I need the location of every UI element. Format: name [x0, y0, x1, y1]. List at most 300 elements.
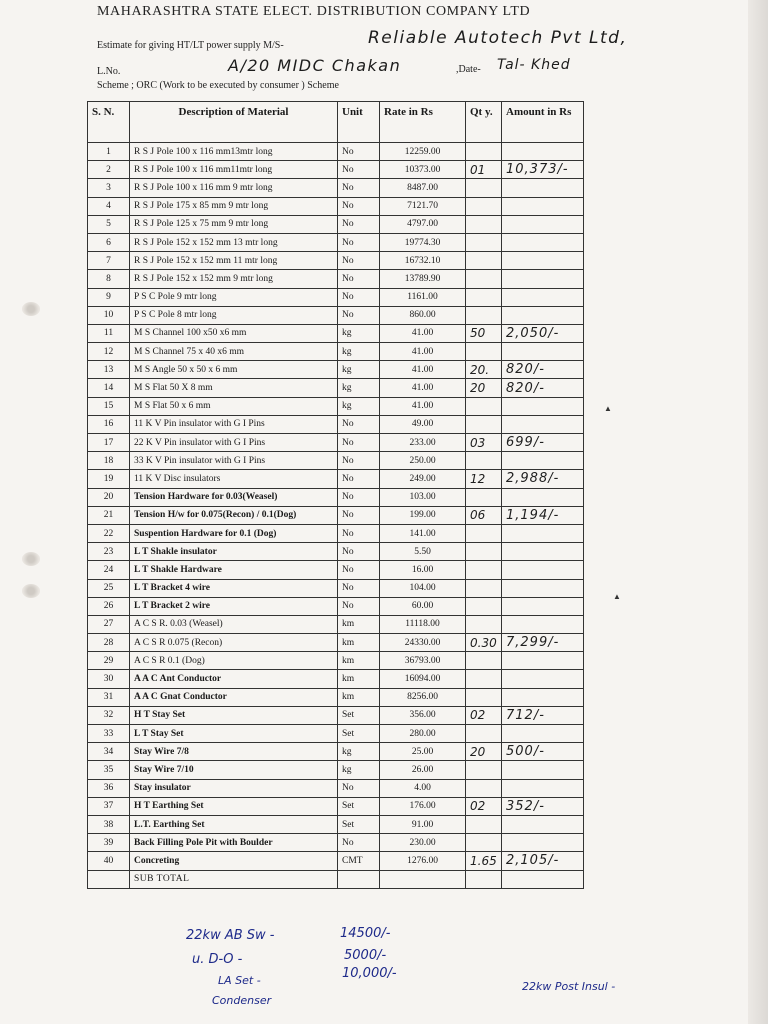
row-qty — [466, 179, 502, 197]
row-rate: 26.00 — [380, 761, 466, 779]
row-qty: 0.30 — [466, 634, 502, 652]
row-unit: No — [338, 415, 380, 433]
note-line4-left: Condenser — [212, 994, 272, 1007]
row-amount: 7,299/- — [502, 634, 584, 652]
row-qty — [466, 524, 502, 542]
row-qty — [466, 233, 502, 251]
row-rate: 8256.00 — [380, 688, 466, 706]
row-sn: 1 — [88, 143, 130, 161]
row-unit: Set — [338, 815, 380, 833]
row-description: A C S R. 0.03 (Weasel) — [130, 615, 338, 633]
row-sn: 31 — [88, 688, 130, 706]
row-description: A C S R 0.075 (Recon) — [130, 634, 338, 652]
table-row — [88, 725, 584, 743]
row-amount — [502, 343, 584, 361]
row-description: L T Stay Set — [130, 725, 338, 743]
row-unit: No — [338, 306, 380, 324]
row-rate: 16732.10 — [380, 252, 466, 270]
row-amount — [502, 670, 584, 688]
row-description: L T Shakle Hardware — [130, 561, 338, 579]
row-unit: km — [338, 615, 380, 633]
row-unit: kg — [338, 324, 380, 342]
row-qty — [466, 543, 502, 561]
row-unit: No — [338, 470, 380, 488]
row-description: 22 K V Pin insulator with G I Pins — [130, 434, 338, 452]
row-sn: 23 — [88, 543, 130, 561]
row-unit: km — [338, 634, 380, 652]
row-description: M S Flat 50 x 6 mm — [130, 397, 338, 415]
row-rate: 280.00 — [380, 725, 466, 743]
row-sn: 2 — [88, 161, 130, 179]
table-row — [88, 179, 584, 197]
row-qty: 50 — [466, 324, 502, 342]
row-unit: No — [338, 215, 380, 233]
row-unit: No — [338, 197, 380, 215]
table-row — [88, 706, 584, 724]
row-qty: 1.65 — [466, 852, 502, 870]
row-sn: 18 — [88, 452, 130, 470]
row-description: R S J Pole 100 x 116 mm13mtr long — [130, 143, 338, 161]
col-header-desc: Description of Material — [130, 102, 338, 143]
table-row — [88, 324, 584, 342]
row-description: 11 K V Pin insulator with G I Pins — [130, 415, 338, 433]
table-row — [88, 834, 584, 852]
row-qty — [466, 688, 502, 706]
row-description: 33 K V Pin insulator with G I Pins — [130, 452, 338, 470]
row-description: L T Bracket 4 wire — [130, 579, 338, 597]
table-row — [88, 688, 584, 706]
row-description: Tension H/w for 0.075(Recon) / 0.1(Dog) — [130, 506, 338, 524]
estimate-table — [87, 101, 584, 889]
table-row — [88, 343, 584, 361]
row-amount — [502, 306, 584, 324]
row-description: P S C Pole 8 mtr long — [130, 306, 338, 324]
row-rate: 7121.70 — [380, 197, 466, 215]
row-unit: No — [338, 434, 380, 452]
row-sn: 26 — [88, 597, 130, 615]
table-row — [88, 815, 584, 833]
row-amount: 820/- — [502, 379, 584, 397]
row-sn: 16 — [88, 415, 130, 433]
row-unit: No — [338, 179, 380, 197]
handwritten-party: Reliable Autotech Pvt Ltd, — [368, 28, 628, 48]
row-amount — [502, 561, 584, 579]
row-qty: 20 — [466, 379, 502, 397]
row-rate: 41.00 — [380, 379, 466, 397]
row-qty — [466, 252, 502, 270]
row-qty: 02 — [466, 797, 502, 815]
row-sn: 17 — [88, 434, 130, 452]
note-line2-right: 5000/- — [344, 948, 387, 963]
table-row — [88, 597, 584, 615]
row-qty — [466, 579, 502, 597]
row-description: R S J Pole 100 x 116 mm11mtr long — [130, 161, 338, 179]
table-row — [88, 197, 584, 215]
table-row — [88, 379, 584, 397]
row-unit: kg — [338, 361, 380, 379]
row-amount — [502, 725, 584, 743]
row-unit: No — [338, 161, 380, 179]
handwritten-place: A/20 MIDC Chakan — [228, 56, 402, 75]
table-row — [88, 306, 584, 324]
row-amount — [502, 397, 584, 415]
row-rate: 16.00 — [380, 561, 466, 579]
col-header-qty: Qt y. — [466, 102, 502, 143]
table-row — [88, 543, 584, 561]
row-sn: 39 — [88, 834, 130, 852]
row-qty — [466, 615, 502, 633]
row-amount: 2,050/- — [502, 324, 584, 342]
row-sn: 9 — [88, 288, 130, 306]
row-sn: 35 — [88, 761, 130, 779]
row-qty — [466, 561, 502, 579]
note-line3-right: 10,000/- — [342, 966, 397, 981]
row-description: R S J Pole 152 x 152 mm 9 mtr long — [130, 270, 338, 288]
row-sn: 22 — [88, 524, 130, 542]
row-amount — [502, 688, 584, 706]
row-sn: 40 — [88, 852, 130, 870]
row-qty: 01 — [466, 161, 502, 179]
row-amount: 500/- — [502, 743, 584, 761]
row-rate: 233.00 — [380, 434, 466, 452]
row-qty: 02 — [466, 706, 502, 724]
row-description: H T Earthing Set — [130, 797, 338, 815]
row-description: M S Flat 50 X 8 mm — [130, 379, 338, 397]
table-row — [88, 470, 584, 488]
row-qty — [466, 306, 502, 324]
row-description: M S Channel 100 x50 x6 mm — [130, 324, 338, 342]
row-sn: 13 — [88, 361, 130, 379]
row-unit: kg — [338, 397, 380, 415]
row-qty — [466, 761, 502, 779]
punch-hole — [22, 584, 40, 598]
row-unit: No — [338, 524, 380, 542]
row-description: Suspention Hardware for 0.1 (Dog) — [130, 524, 338, 542]
row-unit: km — [338, 688, 380, 706]
table-row — [88, 779, 584, 797]
row-sn: 24 — [88, 561, 130, 579]
row-description: Concreting — [130, 852, 338, 870]
row-unit: kg — [338, 379, 380, 397]
row-amount — [502, 197, 584, 215]
table-row — [88, 252, 584, 270]
stray-mark: ▲ — [604, 404, 612, 413]
row-rate: 41.00 — [380, 343, 466, 361]
row-rate: 4.00 — [380, 779, 466, 797]
row-description: R S J Pole 175 x 85 mm 9 mtr long — [130, 197, 338, 215]
row-sn: 12 — [88, 343, 130, 361]
row-unit: No — [338, 579, 380, 597]
row-rate: 25.00 — [380, 743, 466, 761]
handwritten-date: Tal- Khed — [497, 57, 571, 73]
row-description: L T Bracket 2 wire — [130, 597, 338, 615]
row-sn: 30 — [88, 670, 130, 688]
row-amount — [502, 779, 584, 797]
row-sn: 8 — [88, 270, 130, 288]
row-rate: 12259.00 — [380, 143, 466, 161]
row-rate: 250.00 — [380, 452, 466, 470]
row-qty — [466, 215, 502, 233]
row-rate: 176.00 — [380, 797, 466, 815]
row-amount — [502, 143, 584, 161]
row-sn: 19 — [88, 470, 130, 488]
row-sn: 7 — [88, 252, 130, 270]
row-sn: 33 — [88, 725, 130, 743]
row-rate: 141.00 — [380, 524, 466, 542]
row-description: L T Shakle insulator — [130, 543, 338, 561]
row-unit: No — [338, 779, 380, 797]
row-rate: 356.00 — [380, 706, 466, 724]
row-qty — [466, 725, 502, 743]
row-unit: No — [338, 270, 380, 288]
row-unit: No — [338, 288, 380, 306]
row-description: A A C Ant Conductor — [130, 670, 338, 688]
row-amount: 699/- — [502, 434, 584, 452]
row-amount — [502, 543, 584, 561]
note-line3-left: LA Set - — [218, 974, 261, 987]
row-qty — [466, 143, 502, 161]
row-description: Stay insulator — [130, 779, 338, 797]
table-row — [88, 233, 584, 251]
row-unit: No — [338, 488, 380, 506]
row-description: Tension Hardware for 0.03(Weasel) — [130, 488, 338, 506]
row-sn: 15 — [88, 397, 130, 415]
table-row — [88, 615, 584, 633]
row-unit: Set — [338, 725, 380, 743]
row-sn: 14 — [88, 379, 130, 397]
row-rate: 41.00 — [380, 324, 466, 342]
row-qty — [466, 270, 502, 288]
row-amount — [502, 834, 584, 852]
row-unit: km — [338, 670, 380, 688]
row-amount — [502, 579, 584, 597]
table-row — [88, 415, 584, 433]
row-amount — [502, 524, 584, 542]
table-row — [88, 670, 584, 688]
col-header-sn: S. N. — [88, 102, 130, 143]
row-rate: 41.00 — [380, 361, 466, 379]
row-amount — [502, 233, 584, 251]
col-header-rate: Rate in Rs — [380, 102, 466, 143]
row-description: A C S R 0.1 (Dog) — [130, 652, 338, 670]
note-line2-left: u. D-O - — [192, 952, 243, 967]
row-description: Back Filling Pole Pit with Boulder — [130, 834, 338, 852]
table-row — [88, 797, 584, 815]
row-sn: 38 — [88, 815, 130, 833]
row-rate: 249.00 — [380, 470, 466, 488]
row-sn: 11 — [88, 324, 130, 342]
row-qty — [466, 397, 502, 415]
table-row — [88, 852, 584, 870]
row-rate: 24330.00 — [380, 634, 466, 652]
row-description: Stay Wire 7/10 — [130, 761, 338, 779]
row-qty: 20 — [466, 743, 502, 761]
company-title: MAHARASHTRA STATE ELECT. DISTRIBUTION COMPANY LTD — [97, 4, 531, 19]
row-rate: 103.00 — [380, 488, 466, 506]
row-description: P S C Pole 9 mtr long — [130, 288, 338, 306]
estimate-label: Estimate for giving HT/LT power supply M/S- — [97, 40, 284, 51]
row-rate: 91.00 — [380, 815, 466, 833]
row-unit: No — [338, 452, 380, 470]
table-row — [88, 288, 584, 306]
note-line1-left: 22kw AB Sw - — [186, 928, 275, 943]
row-description: Stay Wire 7/8 — [130, 743, 338, 761]
row-qty — [466, 815, 502, 833]
row-amount — [502, 179, 584, 197]
row-amount: 820/- — [502, 361, 584, 379]
row-rate: 1161.00 — [380, 288, 466, 306]
row-rate: 1276.00 — [380, 852, 466, 870]
row-unit: No — [338, 597, 380, 615]
row-rate: 41.00 — [380, 397, 466, 415]
table-row — [88, 270, 584, 288]
table-row — [88, 634, 584, 652]
table-row — [88, 143, 584, 161]
row-amount: 10,373/- — [502, 161, 584, 179]
subtotal-row — [88, 870, 584, 888]
row-amount — [502, 652, 584, 670]
row-amount: 2,105/- — [502, 852, 584, 870]
row-sn: 10 — [88, 306, 130, 324]
row-sn: 32 — [88, 706, 130, 724]
row-rate: 199.00 — [380, 506, 466, 524]
row-qty — [466, 197, 502, 215]
row-rate: 860.00 — [380, 306, 466, 324]
row-unit: Set — [338, 706, 380, 724]
row-rate: 11118.00 — [380, 615, 466, 633]
table-row — [88, 397, 584, 415]
row-unit: No — [338, 561, 380, 579]
row-amount — [502, 288, 584, 306]
row-amount — [502, 597, 584, 615]
row-amount — [502, 215, 584, 233]
row-unit: kg — [338, 743, 380, 761]
row-sn: 20 — [88, 488, 130, 506]
table-row — [88, 215, 584, 233]
row-qty — [466, 597, 502, 615]
row-qty: 06 — [466, 506, 502, 524]
row-description: M S Channel 75 x 40 x6 mm — [130, 343, 338, 361]
row-sn: 21 — [88, 506, 130, 524]
punch-hole — [22, 302, 40, 316]
col-header-amount: Amount in Rs — [502, 102, 584, 143]
row-unit: No — [338, 252, 380, 270]
row-qty — [466, 288, 502, 306]
row-amount — [502, 252, 584, 270]
row-amount: 2,988/- — [502, 470, 584, 488]
row-description: H T Stay Set — [130, 706, 338, 724]
row-qty — [466, 343, 502, 361]
row-rate: 8487.00 — [380, 179, 466, 197]
table-row — [88, 361, 584, 379]
row-sn: 3 — [88, 179, 130, 197]
row-amount: 1,194/- — [502, 506, 584, 524]
col-header-unit: Unit — [338, 102, 380, 143]
row-qty — [466, 652, 502, 670]
note-line1-right: 14500/- — [340, 926, 391, 941]
row-unit: No — [338, 543, 380, 561]
row-unit: No — [338, 143, 380, 161]
row-sn: 25 — [88, 579, 130, 597]
row-amount — [502, 615, 584, 633]
table-row — [88, 579, 584, 597]
row-qty — [466, 779, 502, 797]
table-row — [88, 434, 584, 452]
row-description: R S J Pole 125 x 75 mm 9 mtr long — [130, 215, 338, 233]
date-label: ,Date- — [456, 64, 481, 75]
row-unit: No — [338, 506, 380, 524]
row-rate: 16094.00 — [380, 670, 466, 688]
row-amount — [502, 452, 584, 470]
row-amount — [502, 415, 584, 433]
row-qty — [466, 415, 502, 433]
row-unit: CMT — [338, 852, 380, 870]
row-rate: 10373.00 — [380, 161, 466, 179]
row-amount: 352/- — [502, 797, 584, 815]
table-row — [88, 506, 584, 524]
row-rate: 19774.30 — [380, 233, 466, 251]
punch-hole — [22, 552, 40, 566]
table-row — [88, 561, 584, 579]
row-amount: 712/- — [502, 706, 584, 724]
stray-mark: ▲ — [613, 592, 621, 601]
row-rate: 13789.90 — [380, 270, 466, 288]
table-row — [88, 524, 584, 542]
row-sn: 37 — [88, 797, 130, 815]
scheme-line: Scheme ; ORC (Work to be executed by consumer ) Scheme — [97, 80, 339, 91]
row-qty: 12 — [466, 470, 502, 488]
row-description: A A C Gnat Conductor — [130, 688, 338, 706]
table-row — [88, 488, 584, 506]
table-row — [88, 452, 584, 470]
subtotal-label: SUB TOTAL — [130, 870, 338, 888]
row-amount — [502, 761, 584, 779]
row-qty: 20. — [466, 361, 502, 379]
sheet-edge — [748, 0, 768, 1024]
row-qty — [466, 488, 502, 506]
row-qty — [466, 834, 502, 852]
row-rate: 4797.00 — [380, 215, 466, 233]
table-row — [88, 652, 584, 670]
row-unit: No — [338, 834, 380, 852]
row-unit: No — [338, 233, 380, 251]
row-sn: 28 — [88, 634, 130, 652]
row-description: R S J Pole 152 x 152 mm 11 mtr long — [130, 252, 338, 270]
row-qty: 03 — [466, 434, 502, 452]
row-sn: 36 — [88, 779, 130, 797]
row-rate: 49.00 — [380, 415, 466, 433]
row-sn: 6 — [88, 233, 130, 251]
row-sn: 34 — [88, 743, 130, 761]
row-unit: kg — [338, 761, 380, 779]
table-row — [88, 761, 584, 779]
table-row — [88, 161, 584, 179]
row-description: R S J Pole 100 x 116 mm 9 mtr long — [130, 179, 338, 197]
row-description: L.T. Earthing Set — [130, 815, 338, 833]
row-description: 11 K V Disc insulators — [130, 470, 338, 488]
row-rate: 60.00 — [380, 597, 466, 615]
row-unit: km — [338, 652, 380, 670]
row-rate: 230.00 — [380, 834, 466, 852]
row-qty — [466, 452, 502, 470]
row-rate: 5.50 — [380, 543, 466, 561]
row-rate: 104.00 — [380, 579, 466, 597]
row-sn: 4 — [88, 197, 130, 215]
row-qty — [466, 670, 502, 688]
lno-label: L.No. — [97, 66, 121, 77]
row-amount — [502, 815, 584, 833]
row-amount — [502, 488, 584, 506]
